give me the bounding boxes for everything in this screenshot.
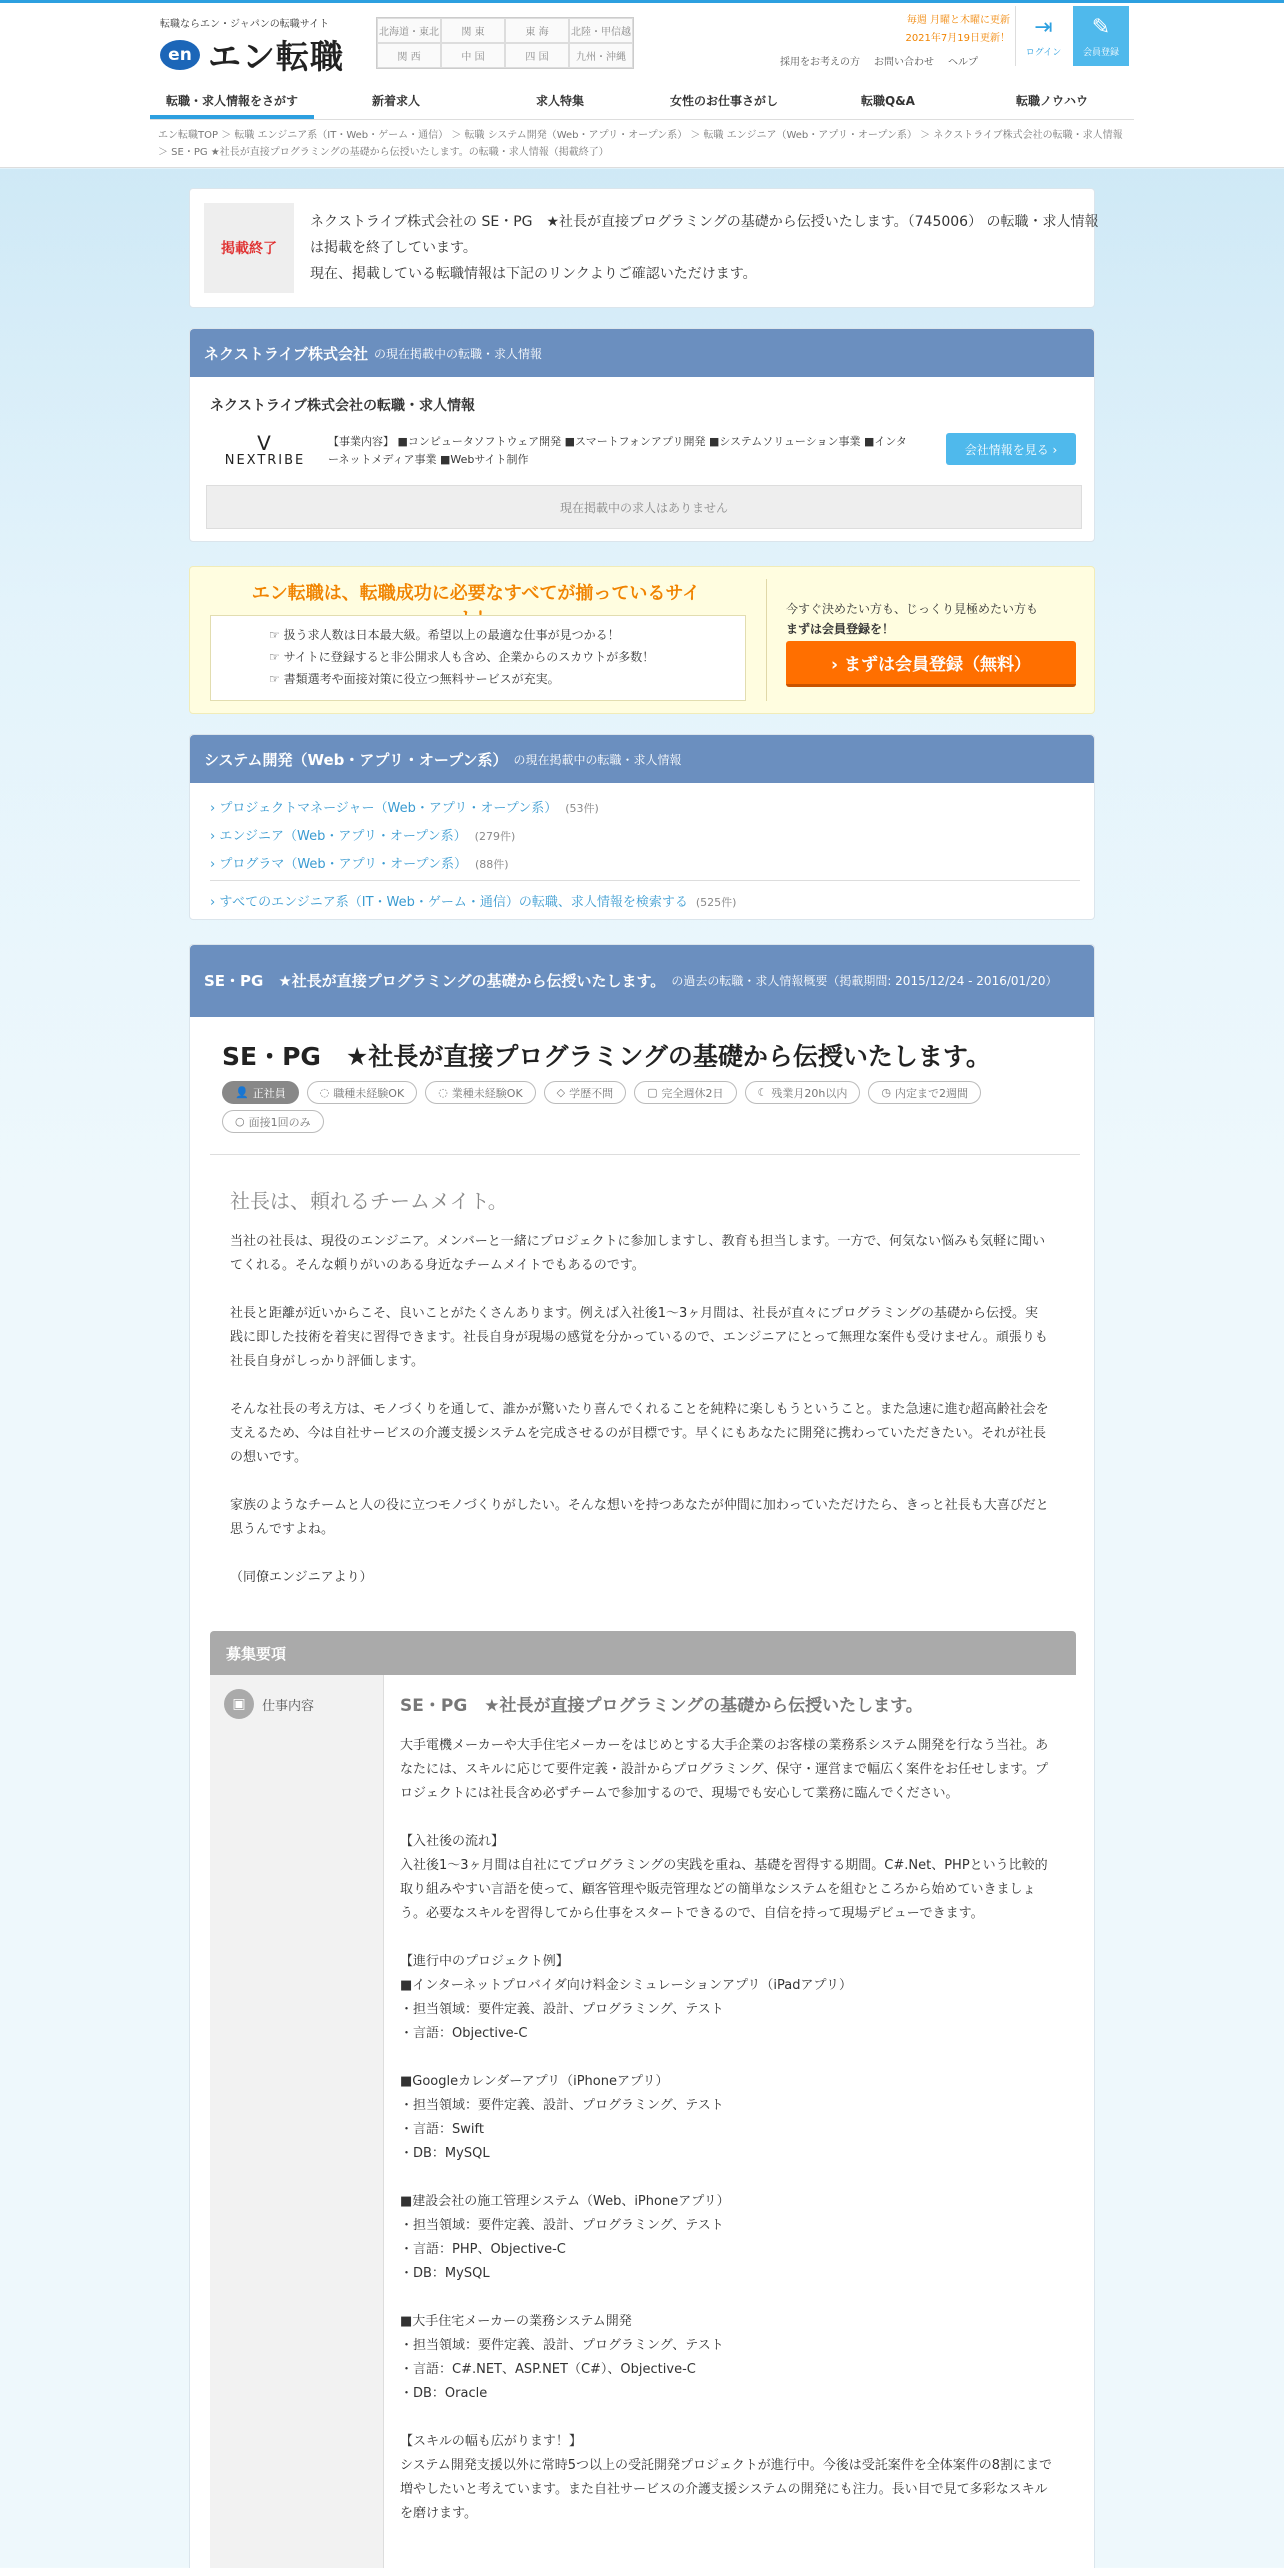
category-panel: [189, 734, 1095, 920]
region-link[interactable]: 四 国: [505, 43, 569, 68]
region-link[interactable]: 北海道・東北: [377, 18, 441, 43]
job-tag: [745, 1081, 861, 1104]
category-count: (279件): [474, 830, 516, 843]
job-tag-label: 正社員: [252, 1086, 286, 1100]
promo-benefit: ☞ 扱う求人数は日本最大級。希望以上の最適な仕事が見つかる！: [269, 628, 620, 642]
login-icon: ⇥: [1034, 15, 1053, 40]
category-link-item: [210, 797, 599, 816]
job-title: SE・PG ★社長が直接プログラミングの基礎から伝授いたします。: [222, 1042, 991, 1071]
contact-link[interactable]: お問い合わせ: [874, 57, 934, 68]
promo-benefit: ☞ 書類選考や面接対策に役立つ無料サービスが充実。: [269, 672, 560, 686]
chat-icon: ○: [235, 1115, 245, 1128]
job-catchphrase: 社長は、頼れるチームメイト。: [230, 1189, 508, 1213]
global-nav: [150, 86, 1134, 120]
category-link[interactable]: › プロジェクトマネージャー（Web・アプリ・オープン系）: [210, 801, 558, 816]
register-label: 会員登録: [1082, 48, 1119, 58]
moon-icon: ☾: [757, 1086, 768, 1099]
job-tag-label: 学歴不問: [569, 1086, 614, 1100]
job-tag: [222, 1081, 299, 1104]
requirements-header: 募集要項: [210, 1631, 1076, 1675]
promo-divider: [766, 579, 767, 701]
job-content-label-text: 仕事内容: [262, 1698, 315, 1714]
login-button[interactable]: [1015, 6, 1071, 66]
company-logo-text: NEXTRIBE: [224, 453, 306, 468]
job-content: [400, 1691, 1060, 2526]
category-count: (53件): [565, 802, 599, 815]
region-link[interactable]: 東 海: [505, 18, 569, 43]
site-tagline: 転職ならエン・ジャパンの転職サイト: [160, 19, 330, 30]
promo-right-text: [786, 599, 1038, 639]
company-panel-header: [190, 329, 1094, 377]
en-logo-icon: en: [160, 40, 200, 70]
job-content-body: 大手電機メーカーや大手住宅メーカーをはじめとする大手企業のお客様の業務系システム開発を行なう当社。あなたには、スキルに応じて要件定義・設計からプログラミング、保守・運営まで幅広く案件をお任せします。プロジェクトには社長含め必ずチームで参加するので、現場でも安心して業務に臨んでください。 【入社後の流れ】 入社後1～3ヶ月間は自社にてプログラミングの実践を重ね、基礎を習得する期間。C#.Net、PHPという比較的取り組みやすい言語を使って、顧客管理や販売管理などの簡単なシステムを組むところから始めていきましょう。必要なスキルを習得してから仕事をスタートできるので、自信を持って現場デビューできます。 【進行中のプロジェクト例】 ■インターネットプロバイダ向け料金シミュレーションアプリ（iPadアプリ） ・担当領域：要件定義、設計、プログラミング、テスト ・言語：Objective-C ■Googleカレンダーアプリ（iPhoneアプリ） ・担当領域：要件定義、設計、プログラミング、テスト ・言語：Swift ・DB：MySQL ■建設会社の施工管理システム（Web、iPhoneアプリ） ・担当領域：要件定義、設計、プログラミング、テスト ・言語：PHP、Objective-C ・DB：MySQL ■大手住宅メーカーの業務システム開発 ・担当領域：要件定義、設計、プログラミング、テスト ・言語：C#.NET、ASP.NET（C#）、Objective-C ・DB：Oracle 【スキルの幅も広がります！】 システム開発支援以外に常時5つ以上の受託開発プロジェクトが進行中。今後は受託案件を全体案件の8割にまで増やしたいと考えています。また自社サービスの介護支援システムの開発にも注力。長い目で見て多彩なスキルを磨けます。: [400, 1738, 1052, 2521]
employer-link[interactable]: 採用をお考えの方: [780, 57, 860, 68]
intro-paragraph: そんな社長の考え方は、モノづくりを通して、誰かが驚いたり喜んでくれることを純粋に楽しもうということ。また急速に進む超高齢社会を支えるため、今は自社サービスの介護支援システムを完成させるのが目標です。早くにもあなたに開発に携わっていただきたい。それが社長の想いです。: [230, 1402, 1049, 1465]
company-panel: [189, 328, 1095, 542]
nav-search-jobs[interactable]: 転職・求人情報をさがす: [150, 86, 314, 119]
promo-right-line1: 今すぐ決めたい方も、じっくり見極めたい方も: [786, 602, 1039, 616]
company-header-sub: の現在掲載中の転職・求人情報: [373, 346, 542, 361]
closed-line1: ネクストライブ株式会社の SE・PG ★社長が直接プログラミングの基礎から伝授いたします。（745006） の転職・求人情報は掲載を終了しています。: [310, 214, 1099, 256]
category-name: システム開発（Web・アプリ・オープン系）: [204, 750, 508, 769]
business-description: 【事業内容】 ■コンピュータソフトウェア開発 ■スマートフォンアプリ開発 ■システムソリューション事業 ■インターネットメディア事業 ■Webサイト制作: [328, 435, 907, 466]
job-tag-label: 残業月20h以内: [771, 1086, 848, 1100]
requirements-section: [210, 1631, 1076, 2568]
no-jobs-message: 現在掲載中の求人はありません: [206, 485, 1082, 529]
nav-qa[interactable]: 転職Q&A: [861, 94, 915, 108]
closed-label: 掲載終了: [204, 203, 294, 293]
site-logo[interactable]: [160, 31, 344, 78]
category-link-item: [210, 825, 515, 844]
category-header-sub: の現在掲載中の転職・求人情報: [513, 752, 682, 767]
job-tag-label: 業種未経験OK: [451, 1086, 523, 1100]
job-tag: [222, 1110, 324, 1133]
nav-knowhow[interactable]: 転職ノウハウ: [1015, 94, 1088, 108]
category-link[interactable]: › プログラマ（Web・アプリ・オープン系）: [210, 857, 467, 872]
intro-paragraph: 家族のようなチームと人の役に立つモノづくりがしたい。そんな想いを持つあなたが仲間に加わっていただけたら、きっと社長も大喜びだと思うんですよね。: [230, 1498, 1049, 1537]
intro-paragraph: 社長と距離が近いからこそ、良いことがたくさんあります。例えば入社後1～3ヶ月間は、社長が直々にプログラミングの基礎から伝授。実践に即した技術を着実に習得できます。社長自身が現場の感覚を分かっているので、エンジニアにとって無理な案件も受けません。頑張りも社長自身がしっかり評価します。: [230, 1306, 1048, 1369]
tag-icon: ◌: [438, 1086, 448, 1099]
requirements-sidebar: [210, 1675, 384, 2568]
update-info: [880, 12, 1010, 48]
person-icon: 👤: [235, 1086, 249, 1099]
category-divider: [210, 880, 1080, 881]
nav-features[interactable]: 求人特集: [535, 94, 584, 108]
job-header-title: SE・PG ★社長が直接プログラミングの基礎から伝授いたします。: [204, 972, 666, 990]
region-link[interactable]: 中 国: [441, 43, 505, 68]
closed-text: [310, 209, 1110, 287]
job-header-period: の過去の転職・求人情報概要（掲載期間: 2015/12/24 - 2016/01/20）: [671, 974, 1058, 988]
nextribe-mark-icon: ᐯ: [257, 431, 273, 455]
nav-women[interactable]: 女性のお仕事さがし: [669, 94, 778, 108]
category-panel-header: [190, 735, 1094, 783]
breadcrumb: [0, 121, 1284, 168]
category-link-item: [210, 853, 509, 872]
promo-banner: [189, 566, 1095, 714]
briefcase-icon: ▣: [224, 1689, 254, 1719]
help-link[interactable]: ヘルプ: [948, 57, 978, 68]
job-tag: [425, 1081, 535, 1104]
category-all-item: [210, 891, 736, 910]
closed-line2: 現在、掲載している転職情報は下記のリンクよりご確認いただけます。: [310, 266, 757, 282]
update-schedule: 毎週 月曜と木曜に更新: [906, 15, 1010, 26]
tag-icon: ◌: [319, 1086, 330, 1099]
intro-paragraph: （同僚エンジニアより）: [230, 1570, 373, 1585]
calendar-icon: ▢: [647, 1086, 658, 1099]
job-tag-label: 完全週休2日: [661, 1086, 724, 1100]
region-selector: [376, 17, 634, 69]
job-tag-label: 面接1回のみ: [248, 1115, 311, 1129]
job-tag: [544, 1081, 626, 1104]
job-tag: [634, 1081, 736, 1104]
section-divider: [210, 1154, 1080, 1155]
promo-benefit: ☞ サイトに登録すると非公開求人も含め、企業からのスカウトが多数！: [269, 650, 655, 664]
graduation-cap-icon: ◇: [556, 1086, 566, 1099]
closed-notice: [189, 188, 1099, 308]
intro-paragraph: 当社の社長は、現役のエンジニア。メンバーと一緒にプロジェクトに参加しますし、教育も担当します。一方で、何気ない悩みも気軽に聞いてくれる。そんな頼りがいのある身近なチームメイトでもあるのです。: [230, 1234, 1046, 1273]
register-button[interactable]: [1073, 6, 1129, 66]
site-header: [0, 3, 1284, 85]
category-all-count: (525件): [695, 896, 737, 909]
job-detail-panel: [189, 944, 1095, 2568]
region-link[interactable]: 関 西: [377, 43, 441, 68]
region-link[interactable]: 北陸・甲信越: [569, 18, 633, 43]
clock-icon: ◷: [881, 1086, 891, 1099]
register-cta-button[interactable]: › まずは会員登録（無料）: [786, 641, 1076, 687]
region-link[interactable]: 九州・沖縄: [569, 43, 633, 68]
promo-benefits: [210, 615, 746, 701]
company-info-button[interactable]: 会社情報を見る ›: [946, 433, 1076, 465]
job-panel-header: [190, 945, 1094, 1017]
logo-text: エン転職: [208, 37, 344, 76]
pencil-icon: ✎: [1091, 15, 1111, 40]
company-logo[interactable]: [222, 433, 308, 468]
category-count: (88件): [474, 858, 509, 871]
job-tag: [307, 1081, 417, 1104]
header-links: [780, 53, 978, 68]
login-label: ログイン: [1025, 48, 1062, 58]
category-link[interactable]: › エンジニア（Web・アプリ・オープン系）: [210, 829, 467, 844]
job-tag-label: 職種未経験OK: [333, 1086, 405, 1100]
breadcrumb-text[interactable]: エン転職TOP ＞ 転職 エンジニア系（IT・Web・ゲーム・通信） ＞ 転職 システム開発（Web・アプリ・オープン系） ＞ 転職 エンジニア（Web・アプリ・オープン系） ＞ ネクストライブ株式会社の転職・求人情報 ＞ SE・PG ★社長が直接プログラミングの基礎から伝授いたします。の転職・求人情報（掲載終了）: [158, 130, 1123, 158]
promo-right-line2: まずは会員登録を！: [786, 622, 895, 636]
region-link[interactable]: 関 東: [441, 18, 505, 43]
job-tags: [222, 1081, 1072, 1133]
promo-title: エン転職は、転職成功に必要なすべてが揃っているサイ: [251, 583, 701, 604]
company-name[interactable]: ネクストライブ株式会社: [204, 344, 368, 363]
job-content-title: SE・PG ★社長が直接プログラミングの基礎から伝授いたします。: [400, 1696, 923, 1716]
update-date: 2021年7月19日更新！: [905, 33, 1010, 44]
job-tag-label: 内定まで2週間: [895, 1086, 968, 1100]
job-tag: [868, 1081, 981, 1104]
company-jobs-title: ネクストライブ株式会社の転職・求人情報: [210, 398, 476, 414]
job-content-label: [224, 1689, 314, 1719]
search-all-link[interactable]: › すべてのエンジニア系（IT・Web・ゲーム・通信）の転職、求人情報を検索する: [210, 895, 688, 910]
job-intro: [230, 1230, 1050, 1614]
nav-new-jobs[interactable]: 新着求人: [371, 94, 420, 108]
